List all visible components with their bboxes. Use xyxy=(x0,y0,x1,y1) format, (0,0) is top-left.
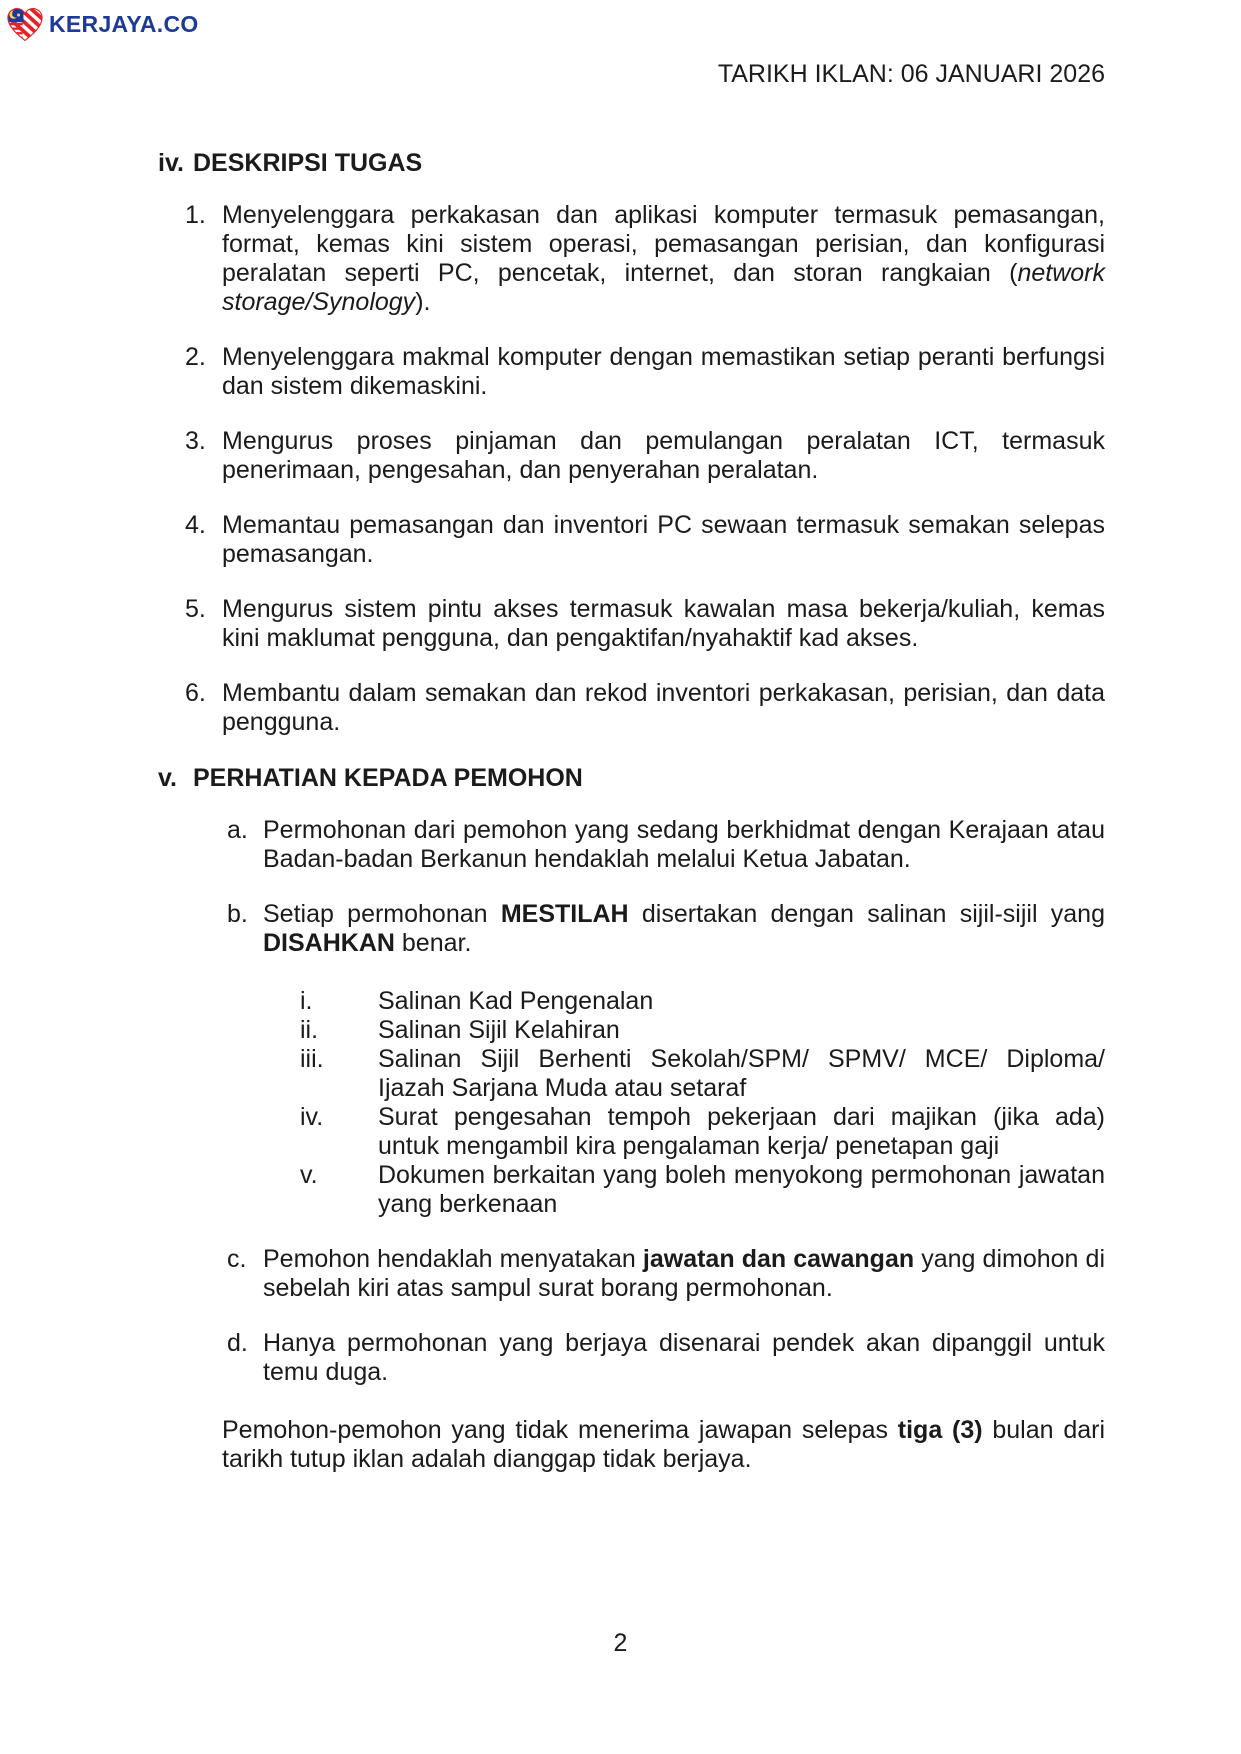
document-section xyxy=(158,763,1105,1474)
closing-paragraph xyxy=(222,1416,1105,1474)
list-item xyxy=(227,1245,1105,1303)
list-item-marker: d. xyxy=(227,1329,248,1357)
section-heading xyxy=(158,148,1105,178)
advert-date-label: TARIKH IKLAN: 06 JANUARI 2026 xyxy=(717,60,1105,88)
sub-list-item-text xyxy=(378,1016,1105,1045)
text-segment: jawatan dan cawangan xyxy=(642,1245,915,1273)
sub-list-item-text xyxy=(378,1103,1105,1161)
text-segment: benar. xyxy=(394,929,472,957)
sub-list-item-marker: ii. xyxy=(300,1016,319,1044)
text-segment: Setiap permohonan xyxy=(263,900,501,928)
text-segment: Membantu dalam semakan dan rekod inventori perkakasan, perisian, dan data pengguna. xyxy=(222,679,1105,736)
text-segment: Salinan Sijil Kelahiran xyxy=(378,1016,620,1044)
text-segment: Mengurus proses pinjaman dan pemulangan peralatan ICT, termasuk penerimaan, pengesahan, dan penyerahan peralatan. xyxy=(222,427,1105,484)
list-item xyxy=(185,679,1105,737)
sub-list-item-text xyxy=(378,1161,1105,1219)
section-heading xyxy=(158,763,1105,793)
text-segment: Mengurus sistem pintu akses termasuk kawalan masa bekerja/kuliah, kemas kini maklumat pengguna, dan pengaktifan/nyahaktif kad akses. xyxy=(222,595,1105,652)
text-segment: MESTILAH xyxy=(500,900,629,928)
kerjaya-logo xyxy=(6,7,199,42)
section-list xyxy=(158,201,1105,737)
list-item xyxy=(227,816,1105,874)
list-item xyxy=(227,900,1105,1219)
sub-list-item xyxy=(300,1045,1105,1103)
list-item-marker: 2. xyxy=(185,343,206,371)
text-segment: DISAHKAN xyxy=(263,929,395,957)
text-segment: Salinan Kad Pengenalan xyxy=(378,987,654,1015)
text-segment: tiga (3) xyxy=(897,1416,983,1444)
list-item-marker: b. xyxy=(227,900,248,928)
list-item xyxy=(185,427,1105,485)
list-item-text xyxy=(263,816,1105,874)
sub-list-item-marker: iii. xyxy=(300,1045,324,1073)
text-segment: Memantau pemasangan dan inventori PC sewaan termasuk semakan selepas pemasangan. xyxy=(222,511,1105,568)
section-list xyxy=(158,816,1105,1387)
text-segment: bulan dari tarikh tutup iklan adalah dianggap tidak berjaya. xyxy=(222,1416,1106,1473)
list-item-text xyxy=(222,201,1105,317)
text-segment: Pemohon-pemohon yang tidak menerima jawapan selepas xyxy=(222,1416,898,1444)
sub-list-item xyxy=(300,1103,1105,1161)
sub-list xyxy=(300,987,1105,1219)
section-marker: iv. xyxy=(158,149,184,177)
list-item xyxy=(185,343,1105,401)
list-item-marker: 1. xyxy=(185,201,206,229)
list-item-marker: c. xyxy=(227,1245,247,1273)
text-segment: disertakan dengan salinan sijil-sijil yang xyxy=(628,900,1105,928)
list-item-text xyxy=(222,343,1105,401)
list-item-text xyxy=(222,511,1105,569)
list-item-text xyxy=(263,1245,1105,1303)
sub-list-item-text xyxy=(378,987,1105,1016)
list-item-marker: 3. xyxy=(185,427,206,455)
list-item xyxy=(185,511,1105,569)
list-item-marker: a. xyxy=(227,816,248,844)
list-item-text xyxy=(222,595,1105,653)
text-segment: network storage/Synology xyxy=(222,259,1105,316)
sub-list-item xyxy=(300,987,1105,1016)
page-number: 2 xyxy=(613,1629,628,1657)
sub-list-item-marker: v. xyxy=(300,1161,318,1189)
malaysia-flag-heart-icon xyxy=(6,7,44,42)
sub-list-item xyxy=(300,1016,1105,1045)
text-segment: Pemohon hendaklah menyatakan xyxy=(263,1245,643,1273)
section-marker: v. xyxy=(158,764,177,792)
section-title: DESKRIPSI TUGAS xyxy=(193,149,423,177)
text-segment: Menyelenggara perkakasan dan aplikasi komputer termasuk pemasangan, format, kemas kini sistem operasi, pemasangan perisian, dan konfigurasi peralatan seperti PC, pencetak, internet, dan storan rangkaian ( xyxy=(222,201,1105,287)
page-footer xyxy=(0,1629,1241,1658)
list-item-text xyxy=(222,679,1105,737)
document-section xyxy=(158,148,1105,737)
document-body xyxy=(158,148,1105,1474)
list-item-marker: 4. xyxy=(185,511,206,539)
text-segment: ). xyxy=(415,288,431,316)
sub-list-item-text xyxy=(378,1045,1105,1103)
list-item-text xyxy=(263,900,1105,1219)
logo-text: KERJAYA.CO xyxy=(49,11,199,37)
text-segment: Dokumen berkaitan yang boleh menyokong permohonan jawatan yang berkenaan xyxy=(378,1161,1105,1218)
text-segment: Hanya permohonan yang berjaya disenarai pendek akan dipanggil untuk temu duga. xyxy=(263,1329,1105,1386)
text-segment: yang dimohon di sebelah kiri atas sampul surat borang permohonan. xyxy=(263,1245,1106,1302)
text-segment: Salinan Sijil Berhenti Sekolah/SPM/ SPMV/ MCE/ Diploma/ Ijazah Sarjana Muda atau setaraf xyxy=(378,1045,1105,1102)
list-item xyxy=(227,1329,1105,1387)
section-title: PERHATIAN KEPADA PEMOHON xyxy=(193,764,583,792)
sub-list-item-marker: i. xyxy=(300,987,313,1015)
sub-list-item-marker: iv. xyxy=(300,1103,324,1131)
text-segment: Surat pengesahan tempoh pekerjaan dari majikan (jika ada) untuk mengambil kira pengalaman kerja/ penetapan gaji xyxy=(378,1103,1105,1160)
list-item-text xyxy=(222,427,1105,485)
text-segment: Menyelenggara makmal komputer dengan memastikan setiap peranti berfungsi dan sistem dikemaskini. xyxy=(222,343,1105,400)
list-item-text xyxy=(263,1329,1105,1387)
list-item-marker: 6. xyxy=(185,679,206,707)
sub-list-item xyxy=(300,1161,1105,1219)
list-item xyxy=(185,595,1105,653)
list-item-marker: 5. xyxy=(185,595,206,623)
text-segment: Permohonan dari pemohon yang sedang berkhidmat dengan Kerajaan atau Badan-badan Berkanun hendaklah melalui Ketua Jabatan. xyxy=(263,816,1105,873)
list-item xyxy=(185,201,1105,317)
